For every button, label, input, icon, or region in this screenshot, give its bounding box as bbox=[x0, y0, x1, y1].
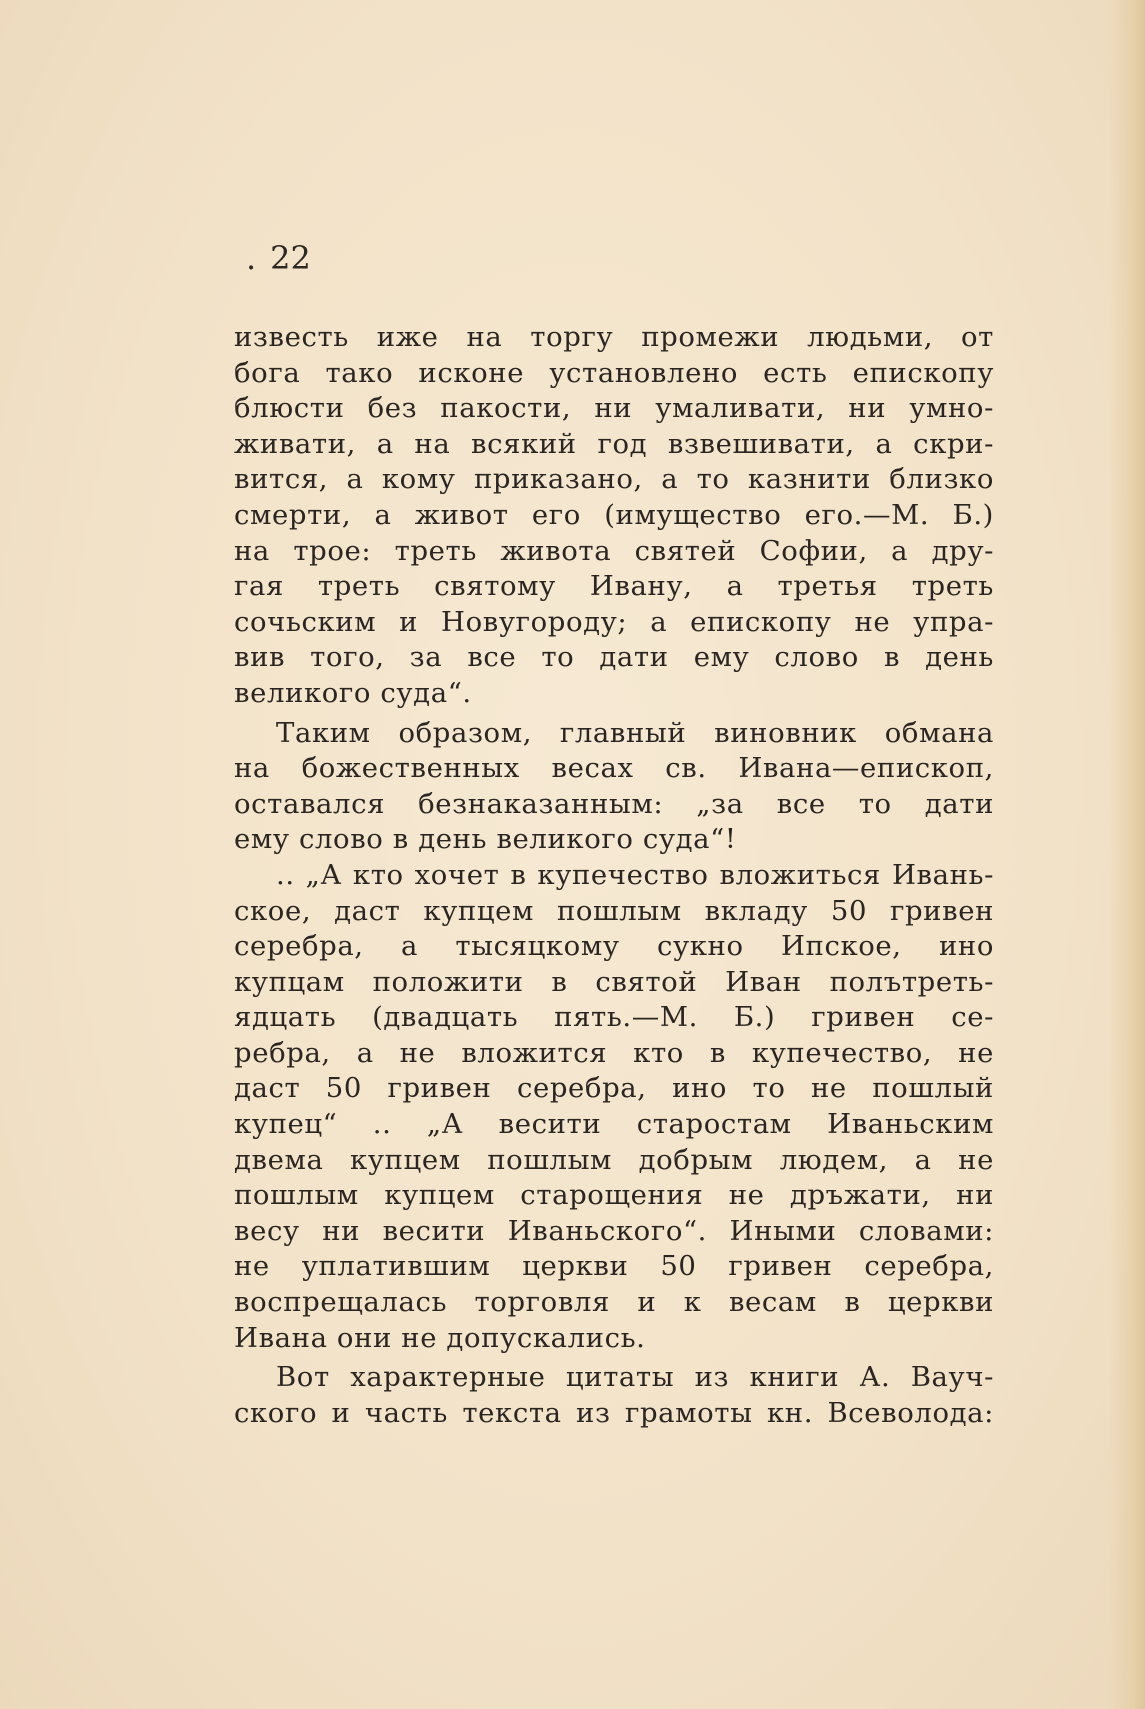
paragraph bbox=[234, 858, 994, 1356]
page-number bbox=[246, 238, 311, 278]
text-line: великого суда“. bbox=[234, 676, 472, 709]
body-text bbox=[234, 320, 994, 1431]
paragraph bbox=[234, 1360, 994, 1431]
text-line: блюсти без пакости, ни умаливати, ни умно- bbox=[234, 392, 994, 425]
text-line: оставался безнаказанным: „за все то дати bbox=[234, 787, 994, 820]
page-number-prefix: . bbox=[246, 239, 257, 277]
text-line: .. „А кто хочет в купечество вложиться Ивань- bbox=[276, 858, 994, 891]
text-line: серебра, а тысяцкому сукно Ипское, ино bbox=[234, 930, 994, 963]
text-line: сочьским и Новугороду; а епископу не упра- bbox=[234, 605, 994, 638]
text-line: купцам положити в святой Иван полътреть- bbox=[234, 965, 994, 998]
page-number-value: 22 bbox=[270, 239, 311, 277]
text-line: на божественных весах св. Ивана—епископ, bbox=[234, 752, 994, 785]
text-line: ского и часть текста из грамоты кн. Всеволода: bbox=[234, 1396, 994, 1429]
text-line: вится, а кому приказано, а то казнити близко bbox=[234, 463, 994, 496]
text-line: Таким образом, главный виновник обмана bbox=[276, 716, 994, 749]
text-line: даст 50 гривен серебра, ино то не пошлый bbox=[234, 1072, 994, 1105]
text-line: не уплатившим церкви 50 гривен серебра, bbox=[234, 1250, 994, 1283]
text-line: купец“ .. „А весити старостам Иваньским bbox=[234, 1108, 994, 1141]
text-line: живати, а на всякий год взвешивати, а скри- bbox=[234, 427, 994, 460]
paragraph bbox=[234, 320, 994, 712]
text-line: воспрещалась торговля и к весам в церкви bbox=[234, 1286, 994, 1319]
paragraph bbox=[234, 716, 994, 858]
text-line: пошлым купцем старощения не дръжати, ни bbox=[234, 1179, 994, 1212]
text-line: смерти, а живот его (имущество его.—М. Б.) bbox=[234, 498, 994, 531]
text-line: двема купцем пошлым добрым людем, а не bbox=[234, 1143, 994, 1176]
text-line: вив того, за все то дати ему слово в день bbox=[234, 641, 994, 674]
text-line: гая треть святому Ивану, а третья треть bbox=[234, 570, 994, 603]
text-line: бога тако исконе установлено есть епископу bbox=[234, 356, 994, 389]
text-line: ему слово в день великого суда“! bbox=[234, 823, 737, 856]
text-line: ское, даст купцем пошлым вкладу 50 гривен bbox=[234, 894, 994, 927]
page-edge-shadow bbox=[1109, 0, 1145, 1709]
text-line: Ивана они не допускались. bbox=[234, 1321, 646, 1354]
text-line: известь иже на торгу промежи людьми, от bbox=[234, 321, 994, 353]
text-line: весу ни весити Иваньского“. Иными словами: bbox=[234, 1214, 994, 1247]
text-line: на трое: треть живота святей Софии, а дру- bbox=[234, 534, 994, 567]
text-line: Вот характерные цитаты из книги А. Вауч- bbox=[276, 1361, 994, 1394]
text-line: ребра, а не вложится кто в купечество, не bbox=[234, 1036, 994, 1069]
text-line: ядцать (двадцать пять.—М. Б.) гривен се- bbox=[234, 1001, 994, 1034]
